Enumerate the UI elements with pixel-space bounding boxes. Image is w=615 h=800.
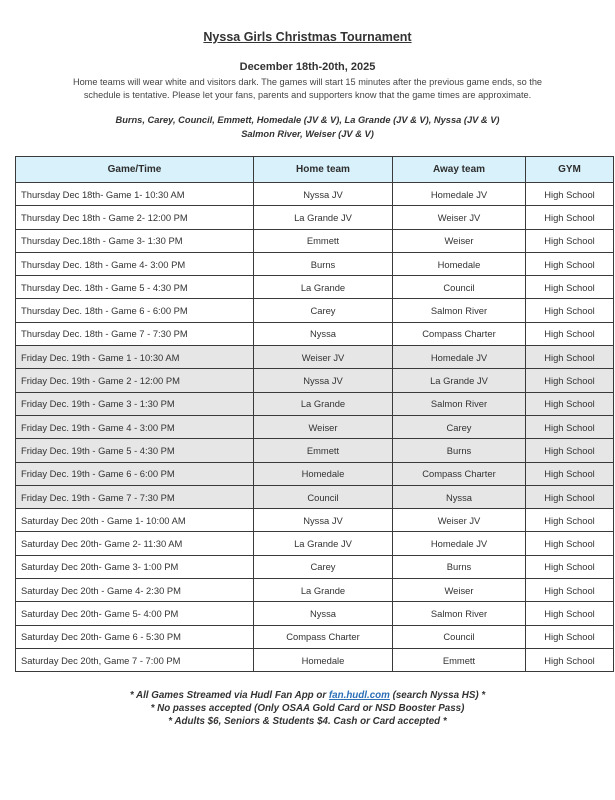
table-row <box>16 322 614 345</box>
cell-game-time: Friday Dec. 19th - Game 7 - 7:30 PM <box>16 485 254 508</box>
cell-gym: High School <box>526 229 614 252</box>
notice-paragraph <box>60 76 555 102</box>
cell-home-team: Emmett <box>254 439 393 462</box>
participating-teams <box>0 113 615 141</box>
document-title: Nyssa Girls Christmas Tournament <box>203 30 412 44</box>
table-row <box>16 625 614 648</box>
cell-home-team: Compass Charter <box>254 625 393 648</box>
table-row <box>16 369 614 392</box>
cell-home-team: Weiser <box>254 415 393 438</box>
cell-gym: High School <box>526 276 614 299</box>
table-row <box>16 555 614 578</box>
cell-home-team: La Grande JV <box>254 532 393 555</box>
cell-gym: High School <box>526 439 614 462</box>
cell-gym: High School <box>526 462 614 485</box>
table-row <box>16 252 614 275</box>
cell-gym: High School <box>526 299 614 322</box>
table-row <box>16 439 614 462</box>
table-row <box>16 415 614 438</box>
cell-away-team: Salmon River <box>393 602 526 625</box>
table-row <box>16 602 614 625</box>
cell-home-team: Carey <box>254 555 393 578</box>
schedule-body <box>16 183 614 672</box>
cell-gym: High School <box>526 322 614 345</box>
cell-away-team: Nyssa <box>393 485 526 508</box>
streaming-note-prefix: * All Games Streamed via Hudl Fan App or <box>129 690 329 701</box>
cell-game-time: Saturday Dec 20th - Game 1- 10:00 AM <box>16 509 254 532</box>
cell-away-team: Carey <box>393 415 526 438</box>
cell-gym: High School <box>526 602 614 625</box>
table-row <box>16 648 614 671</box>
table-row <box>16 579 614 602</box>
cell-home-team: Carey <box>254 299 393 322</box>
table-row <box>16 183 614 206</box>
cell-gym: High School <box>526 392 614 415</box>
cell-game-time: Friday Dec. 19th - Game 2 - 12:00 PM <box>16 369 254 392</box>
cell-home-team: La Grande <box>254 276 393 299</box>
hudl-link[interactable]: fan.hudl.com <box>328 690 390 701</box>
cell-gym: High School <box>526 625 614 648</box>
cell-home-team: Weiser JV <box>254 346 393 369</box>
cell-away-team: Council <box>393 625 526 648</box>
notice-line-2: schedule is tentative. Please let your fans, parents and supporters know that the game times are approximate. <box>83 90 532 100</box>
cell-home-team: La Grande JV <box>254 206 393 229</box>
cell-away-team: Burns <box>393 555 526 578</box>
cell-game-time: Thursday Dec 18th - Game 2- 12:00 PM <box>16 206 254 229</box>
cell-gym: High School <box>526 183 614 206</box>
cell-home-team: Homedale <box>254 462 393 485</box>
cell-gym: High School <box>526 648 614 671</box>
cell-away-team: Homedale <box>393 252 526 275</box>
cell-away-team: Homedale JV <box>393 532 526 555</box>
cell-away-team: Council <box>393 276 526 299</box>
cell-game-time: Thursday Dec 18th- Game 1- 10:30 AM <box>16 183 254 206</box>
cell-game-time: Thursday Dec.18th - Game 3- 1:30 PM <box>16 229 254 252</box>
cell-away-team: Homedale JV <box>393 183 526 206</box>
cell-gym: High School <box>526 532 614 555</box>
cell-game-time: Thursday Dec. 18th - Game 6 - 6:00 PM <box>16 299 254 322</box>
cell-gym: High School <box>526 579 614 602</box>
cell-game-time: Saturday Dec 20th- Game 3- 1:00 PM <box>16 555 254 578</box>
cell-home-team: Council <box>254 485 393 508</box>
column-header-home-team: Home team <box>254 157 393 183</box>
cell-game-time: Saturday Dec 20th- Game 5- 4:00 PM <box>16 602 254 625</box>
cell-away-team: Compass Charter <box>393 462 526 485</box>
cell-game-time: Thursday Dec. 18th - Game 7 - 7:30 PM <box>16 322 254 345</box>
cell-away-team: Weiser <box>393 579 526 602</box>
cell-game-time: Saturday Dec 20th, Game 7 - 7:00 PM <box>16 648 254 671</box>
teams-line-2: Salmon River, Weiser (JV & V) <box>241 129 374 139</box>
table-row <box>16 229 614 252</box>
column-header-away-team: Away team <box>393 157 526 183</box>
notice-line-1: Home teams will wear white and visitors dark. The games will start 15 minutes after the previous game ends, so the <box>72 77 543 87</box>
table-row <box>16 509 614 532</box>
cell-game-time: Friday Dec. 19th - Game 3 - 1:30 PM <box>16 392 254 415</box>
tournament-dates: December 18th-20th, 2025 <box>239 61 376 73</box>
cell-home-team: Nyssa <box>254 602 393 625</box>
cell-gym: High School <box>526 509 614 532</box>
cell-away-team: La Grande JV <box>393 369 526 392</box>
cell-away-team: Homedale JV <box>393 346 526 369</box>
table-row <box>16 276 614 299</box>
cell-home-team: Nyssa JV <box>254 183 393 206</box>
cell-gym: High School <box>526 415 614 438</box>
cell-away-team: Salmon River <box>393 299 526 322</box>
column-header-game-time: Game/Time <box>16 157 254 183</box>
streaming-note <box>0 689 615 702</box>
cell-away-team: Weiser <box>393 229 526 252</box>
cell-gym: High School <box>526 252 614 275</box>
cell-game-time: Thursday Dec. 18th - Game 4- 3:00 PM <box>16 252 254 275</box>
table-header-row <box>16 157 614 183</box>
cell-home-team: La Grande <box>254 392 393 415</box>
cell-home-team: Nyssa <box>254 322 393 345</box>
cell-home-team: Nyssa JV <box>254 509 393 532</box>
teams-line-1: Burns, Carey, Council, Emmett, Homedale (JV & V), La Grande (JV & V), Nyssa (JV & V) <box>115 115 500 125</box>
cell-gym: High School <box>526 485 614 508</box>
table-row <box>16 299 614 322</box>
table-row <box>16 462 614 485</box>
cell-away-team: Weiser JV <box>393 206 526 229</box>
cell-gym: High School <box>526 206 614 229</box>
cell-game-time: Friday Dec. 19th - Game 4 - 3:00 PM <box>16 415 254 438</box>
table-row <box>16 206 614 229</box>
cell-home-team: Emmett <box>254 229 393 252</box>
cell-away-team: Burns <box>393 439 526 462</box>
cell-away-team: Salmon River <box>393 392 526 415</box>
table-row <box>16 485 614 508</box>
cell-game-time: Saturday Dec 20th- Game 2- 11:30 AM <box>16 532 254 555</box>
cell-game-time: Saturday Dec 20th- Game 6 - 5:30 PM <box>16 625 254 648</box>
table-row <box>16 346 614 369</box>
cell-home-team: Homedale <box>254 648 393 671</box>
prices-note: * Adults $6, Seniors & Students $4. Cash or Card accepted * <box>168 716 447 727</box>
cell-away-team: Emmett <box>393 648 526 671</box>
footer-notes <box>0 689 615 728</box>
passes-note: * No passes accepted (Only OSAA Gold Card or NSD Booster Pass) <box>150 703 465 714</box>
cell-gym: High School <box>526 555 614 578</box>
cell-game-time: Friday Dec. 19th - Game 1 - 10:30 AM <box>16 346 254 369</box>
cell-gym: High School <box>526 369 614 392</box>
cell-away-team: Weiser JV <box>393 509 526 532</box>
column-header-gym: GYM <box>526 157 614 183</box>
table-row <box>16 532 614 555</box>
cell-game-time: Thursday Dec. 18th - Game 5 - 4:30 PM <box>16 276 254 299</box>
cell-game-time: Saturday Dec 20th - Game 4- 2:30 PM <box>16 579 254 602</box>
schedule-table <box>15 156 614 672</box>
cell-gym: High School <box>526 346 614 369</box>
cell-game-time: Friday Dec. 19th - Game 5 - 4:30 PM <box>16 439 254 462</box>
cell-away-team: Compass Charter <box>393 322 526 345</box>
cell-home-team: La Grande <box>254 579 393 602</box>
cell-home-team: Nyssa JV <box>254 369 393 392</box>
streaming-note-suffix: (search Nyssa HS) * <box>389 690 486 701</box>
cell-home-team: Burns <box>254 252 393 275</box>
cell-game-time: Friday Dec. 19th - Game 6 - 6:00 PM <box>16 462 254 485</box>
table-row <box>16 392 614 415</box>
